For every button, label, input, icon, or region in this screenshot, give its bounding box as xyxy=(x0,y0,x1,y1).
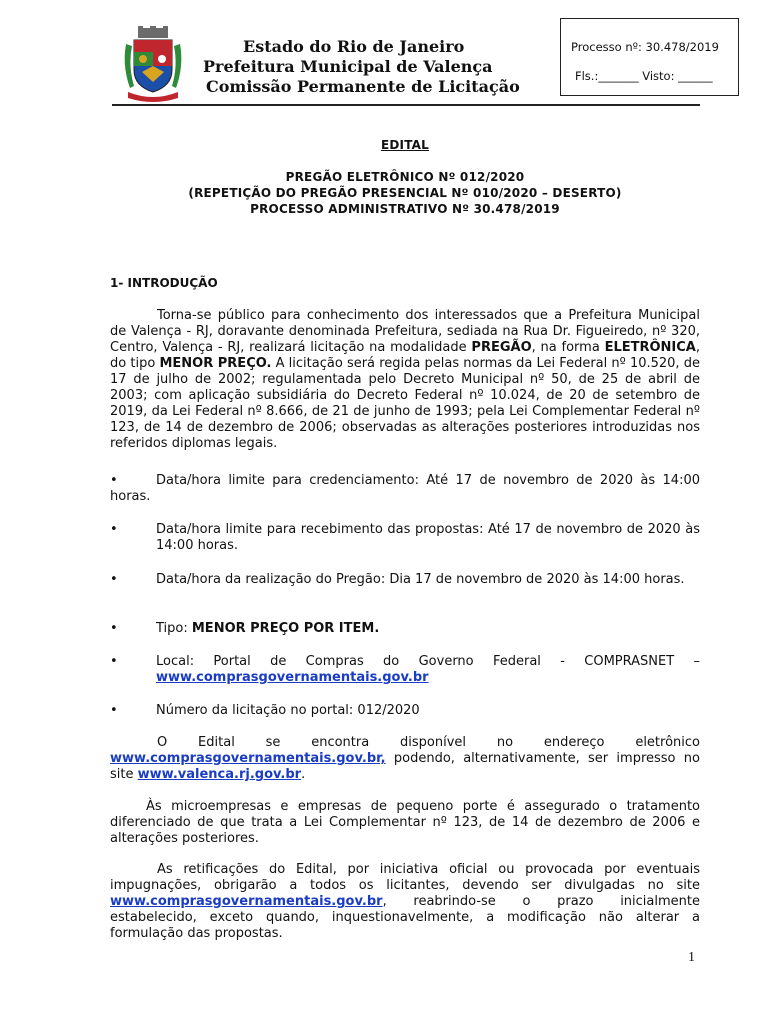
repeticao-title: (REPETIÇÃO DO PREGÃO PRESENCIAL Nº 010/2020 – DESERTO) xyxy=(188,186,622,200)
bullet-tipo: • Tipo: MENOR PREÇO POR ITEM. xyxy=(110,621,380,636)
bullet-icon: • xyxy=(110,621,118,636)
bullet-icon: • xyxy=(110,473,118,488)
edital-title: EDITAL xyxy=(380,138,429,152)
comprasnet-link[interactable]: www.comprasgovernamentais.gov.br xyxy=(156,670,429,685)
bullet-icon: • xyxy=(110,703,118,718)
bullet-propostas: • Data/hora limite para recebimento das propostas: Até 17 de novembro de 2020 às 14:00 horas. xyxy=(110,522,700,553)
comprasnet-link-3[interactable]: www.comprasgovernamentais.gov.br xyxy=(110,894,383,909)
header-state: Estado do Rio de Janeiro xyxy=(243,37,465,56)
folio-visto: Fls.:_______ Visto: ______ xyxy=(575,69,713,83)
bullet-numero: • Número da licitação no portal: 012/2020 xyxy=(110,703,420,718)
section-heading: 1- INTRODUÇÃO xyxy=(110,276,218,290)
valenca-site-link[interactable]: www.valenca.rj.gov.br xyxy=(137,767,302,782)
bullet-icon: • xyxy=(110,654,118,669)
bullet-local: • Local: Portal de Compras do Governo Federal - COMPRASNET – www.comprasgovernamentais.gov.br xyxy=(110,654,700,685)
bullet-realizacao: • Data/hora da realização do Pregão: Dia 17 de novembro de 2020 às 14:00 horas. xyxy=(110,572,685,587)
pregao-title: PREGÃO ELETRÔNICO Nº 012/2020 xyxy=(285,170,525,184)
page-number: 1 xyxy=(688,950,695,965)
microempresas-paragraph: Às microempresas e empresas de pequeno porte é assegurado o tratamento diferenciado de que trata a Lei Complementar nº 123, de 14 de dezembro de 2006 e alterações posteriores. xyxy=(110,799,700,846)
retificacoes-paragraph: As retificações do Edital, por iniciativa oficial ou provocada por eventuais impugnações, obrigarão a todos os licitantes, devendo ser divulgadas no site www.comprasgovernamentais.gov.br, reabrindo-se o prazo inicialmente estabelecido, exceto quando, inquestionavelmente, a modificação não alterar a formulação das propostas. xyxy=(110,862,700,941)
bullet-credenciamento: • Data/hora limite para credenciamento: Até 17 de novembro de 2020 às 14:00 horas. xyxy=(110,473,700,504)
process-number: Processo nº: 30.478/2019 xyxy=(571,40,719,54)
bullet-icon: • xyxy=(110,522,118,537)
city-crest-logo xyxy=(122,26,184,104)
header-divider xyxy=(112,104,700,106)
header-commission: Comissão Permanente de Licitação xyxy=(206,77,520,96)
header-prefecture: Prefeitura Municipal de Valença xyxy=(203,57,493,76)
comprasnet-link-2[interactable]: www.comprasgovernamentais.gov.br, xyxy=(110,751,386,766)
processo-title: PROCESSO ADMINISTRATIVO Nº 30.478/2019 xyxy=(250,202,560,216)
edital-availability-paragraph: O Edital se encontra disponível no endereço eletrônico www.comprasgovernamentais.gov.br, podendo, alternativamente, ser impresso no site www.valenca.rj.gov.br. xyxy=(110,735,700,782)
bullet-icon: • xyxy=(110,572,118,587)
process-stamp-box xyxy=(560,18,739,96)
intro-paragraph: Torna-se público para conhecimento dos interessados que a Prefeitura Municipal de Valença - RJ, doravante denominada Prefeitura, sediada na Rua Dr. Figueiredo, nº 320, Centro, Valença - RJ, realizará licitação na modalidade PREGÃO, na forma ELETRÔNICA, do tipo MENOR PREÇO. A licitação será regida pelas normas da Lei Federal nº 10.520, de 17 de julho de 2002; regulamentada pelo Decreto Municipal nº 50, de 25 de abril de 2003; com aplicação subsidiária do Decreto Federal nº 10.024, de 20 de setembro de 2019, da Lei Federal nº 8.666, de 21 de junho de 1993; pela Lei Complementar Federal nº 123, de 14 de dezembro de 2006; observadas as alterações posteriores introduzidas nos referidos diplomas legais. xyxy=(110,308,700,451)
